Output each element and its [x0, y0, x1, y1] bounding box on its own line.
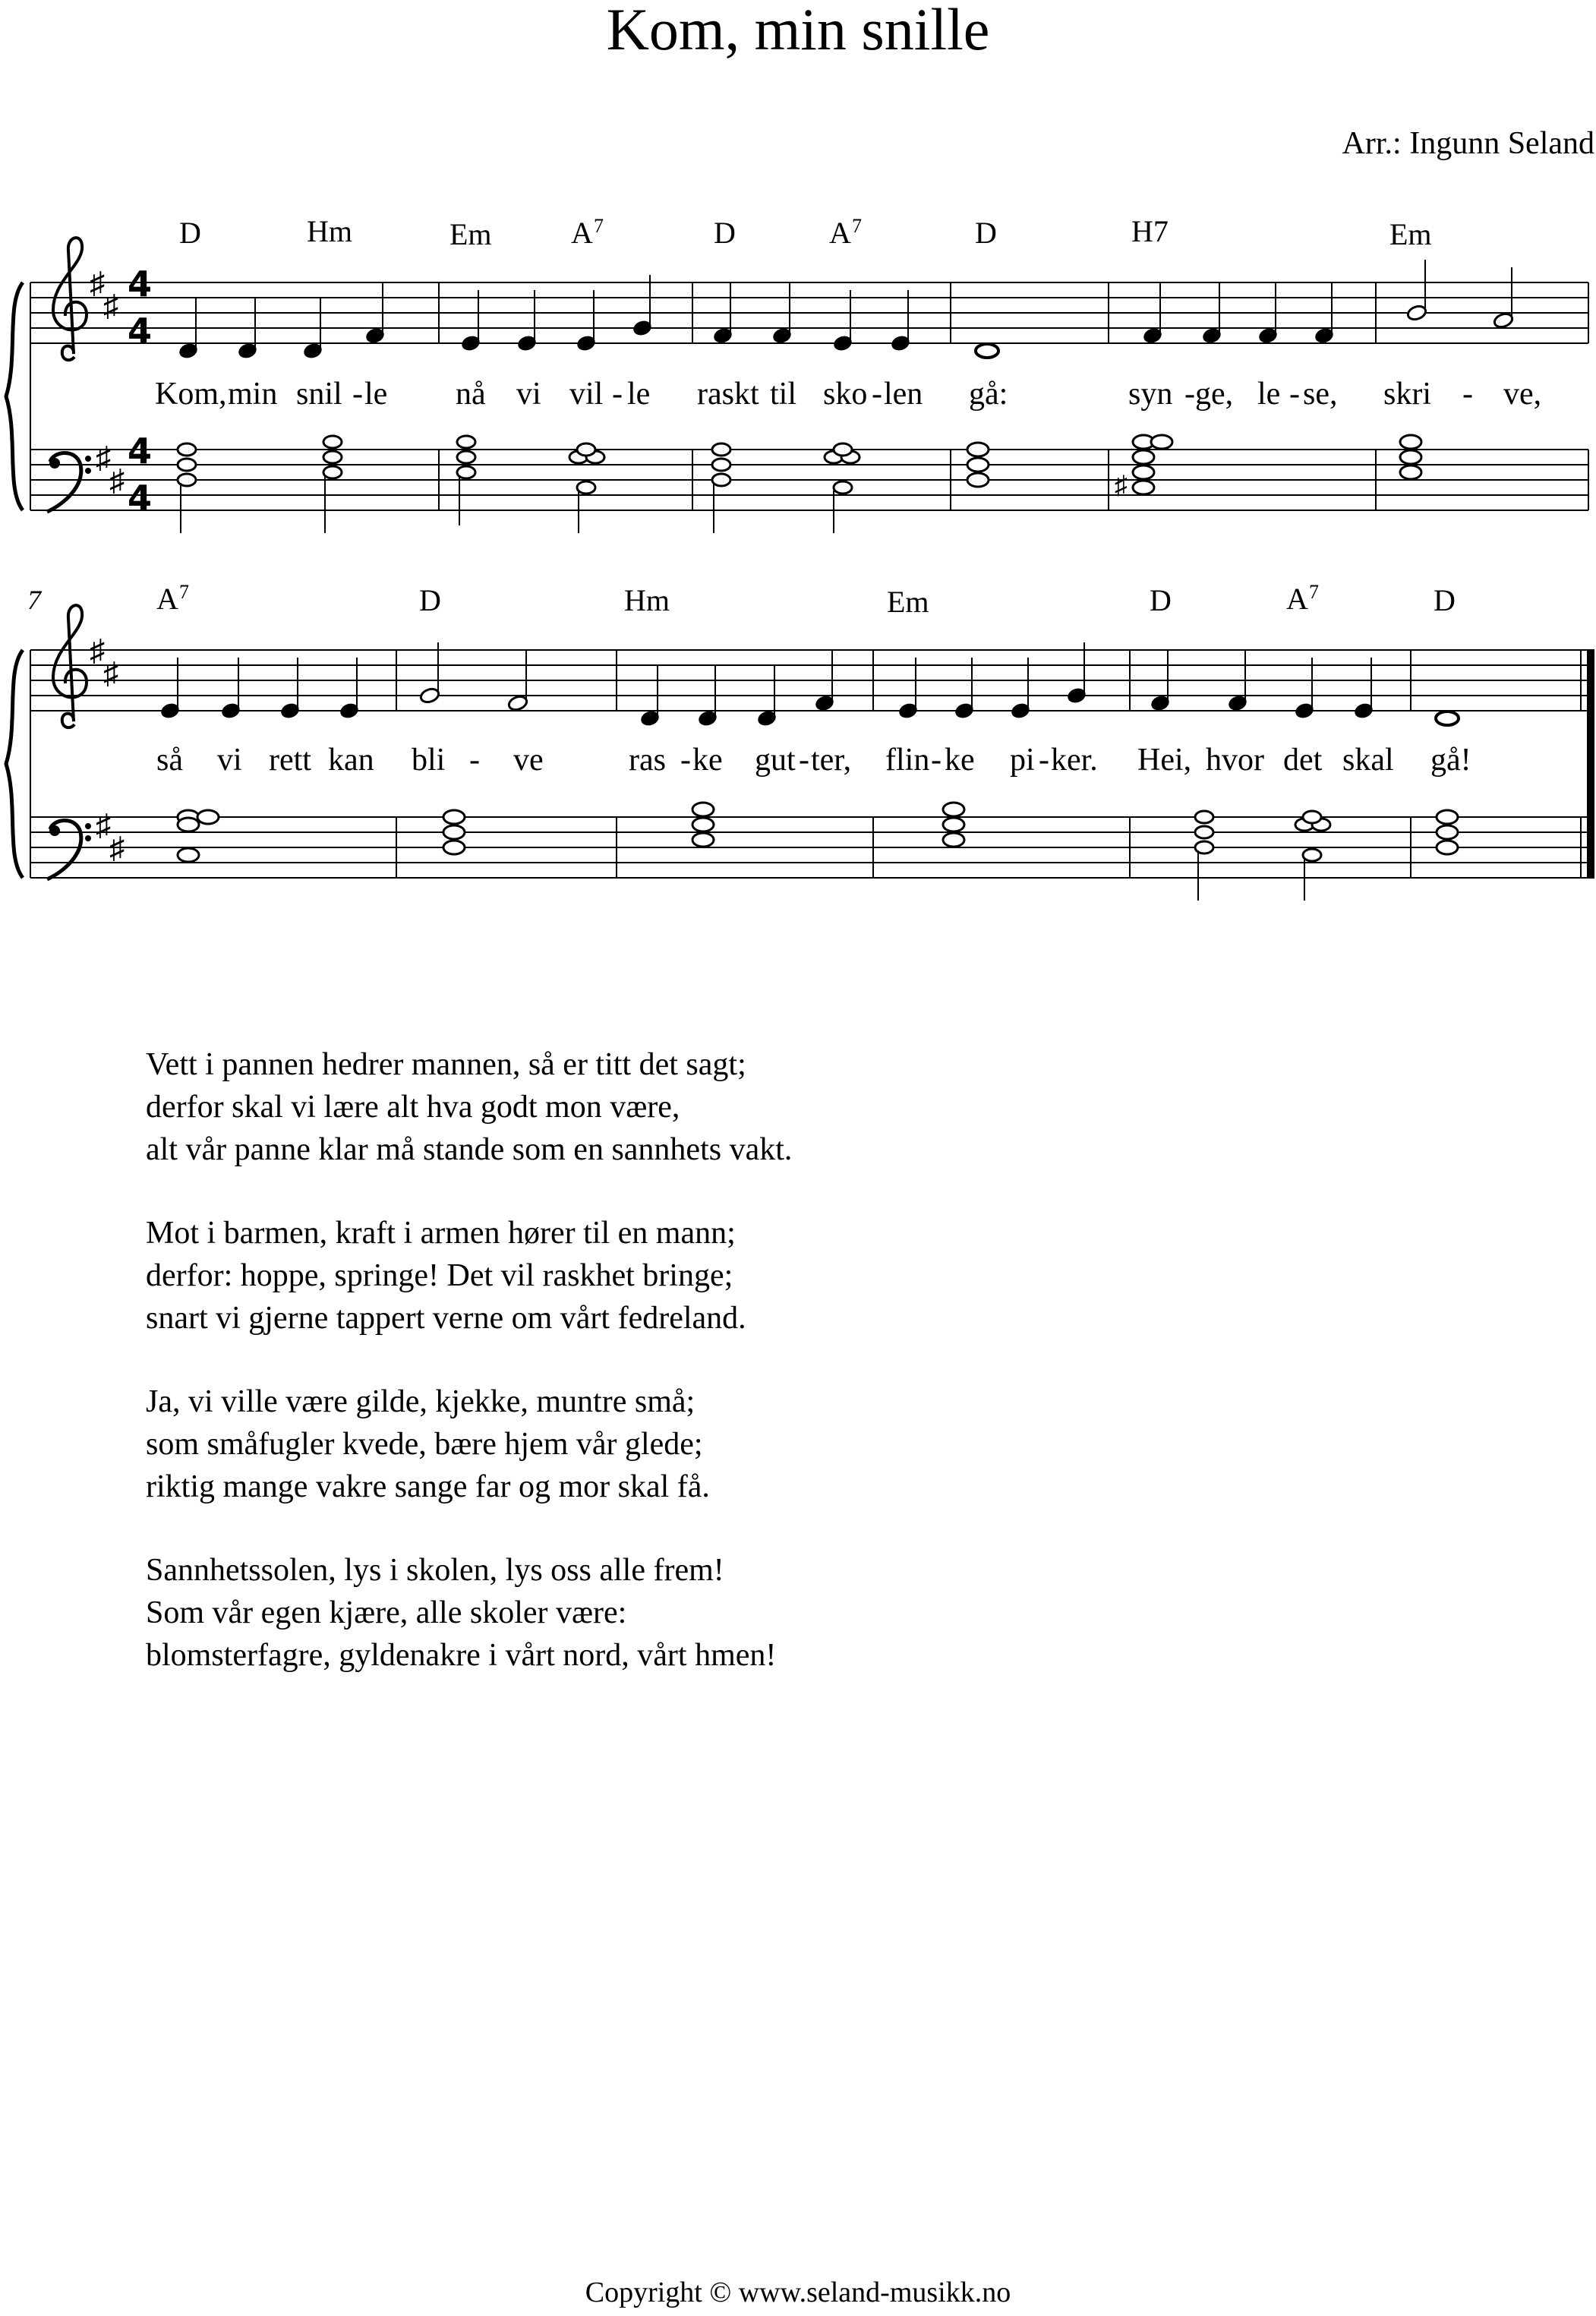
lyric-hyphen: - [1462, 377, 1473, 412]
verse-line: Som vår egen kjære, alle skoler være: [146, 1595, 627, 1630]
verse-line: derfor: hoppe, springe! Det vil raskhet bringe; [146, 1258, 733, 1293]
chord-symbol: D [179, 216, 201, 250]
system-2 [6, 581, 1594, 901]
lyric-hyphen: - [352, 377, 363, 412]
chord-seventh: 7 [1309, 581, 1319, 603]
lyric-syllable: gut [755, 743, 796, 778]
chord-symbol: Em [449, 217, 492, 251]
lyric-hyphen: - [799, 743, 809, 778]
svg-text:4: 4 [128, 478, 153, 519]
chord-symbol: Em [887, 585, 929, 619]
lyric-hyphen: - [612, 377, 623, 412]
svg-text:♯: ♯ [90, 633, 105, 667]
chord-seventh: 7 [179, 581, 189, 603]
lyric-syllable: vil [569, 377, 604, 412]
verse-line: snart vi gjerne tappert verne om vårt fedreland. [146, 1301, 746, 1336]
svg-text:♯: ♯ [103, 656, 118, 690]
melody-notes [160, 642, 1459, 727]
chord-symbol: H7 [1131, 214, 1169, 248]
lyrics-line [156, 743, 1471, 778]
chord-symbol: D [1434, 583, 1456, 617]
verse-line: Mot i barmen, kraft i armen hører til en mann; [146, 1216, 736, 1251]
lyric-syllable: hvor [1206, 743, 1264, 778]
melody-notes [178, 260, 1514, 359]
chord-symbol: A [1286, 582, 1308, 616]
lyric-syllable: pi [1010, 743, 1035, 778]
lyric-syllable: ge, [1195, 377, 1234, 412]
verse-line: Sannhetssolen, lys i skolen, lys oss alle frem! [146, 1553, 724, 1588]
chord-symbol: D [714, 216, 736, 250]
verse-line: Ja, vi ville være gilde, kjekke, muntre små; [146, 1384, 695, 1419]
verse-3 [146, 1212, 792, 1339]
svg-text:4: 4 [128, 263, 153, 304]
copyright-footer: Copyright © www.seland-musikk.no [585, 2277, 1011, 2308]
lyric-syllable: syn [1128, 377, 1173, 412]
key-signature [90, 266, 125, 497]
svg-text:♯: ♯ [96, 808, 111, 842]
lyric-syllable: ke [692, 743, 723, 778]
chord-symbol: A [571, 216, 593, 250]
verse-line: blomsterfagre, gyldenakre i vårt nord, vårt hmen! [146, 1638, 777, 1673]
time-signature [128, 263, 152, 519]
key-signature [90, 633, 125, 865]
chord-seventh: 7 [852, 215, 862, 237]
lyric-syllable: se, [1303, 377, 1338, 412]
lyric-syllable: skri [1383, 377, 1431, 412]
lyric-hyphen: - [680, 743, 691, 778]
chord-symbol: A [156, 582, 178, 616]
lyrics-line [155, 377, 1541, 412]
lyric-syllable: ras [629, 743, 666, 778]
verse-line: som småfugler kvede, bære hjem vår glede; [146, 1427, 703, 1462]
chord-symbol: Em [1389, 217, 1432, 251]
verse-line: alt vår panne klar må stande som en sannhets vakt. [146, 1132, 793, 1167]
verse-5 [146, 1549, 792, 1677]
verse-line: Vett i pannen hedrer mannen, så er titt det sagt; [146, 1047, 746, 1082]
chord-symbol: Hm [307, 214, 352, 248]
lyric-syllable: kan [328, 743, 374, 778]
lyric-syllable: sko [823, 377, 868, 412]
svg-text:♯: ♯ [109, 463, 125, 497]
lyric-syllable: le [627, 377, 651, 412]
final-barline [1587, 650, 1594, 878]
svg-text:♯: ♯ [109, 831, 125, 865]
lyric-hyphen: - [469, 743, 480, 778]
chord-symbol: Hm [624, 583, 670, 617]
lyric-hyphen: - [1184, 377, 1195, 412]
lyric-syllable: gå: [969, 377, 1008, 412]
lyric-syllable: ter, [811, 743, 852, 778]
lyric-syllable: bli [412, 743, 446, 778]
system-1 [6, 214, 1588, 533]
sheet-music-score [0, 0, 1596, 949]
lyric-syllable: raskt [697, 377, 759, 412]
lyric-syllable: ke [945, 743, 975, 778]
chord-symbol: D [419, 583, 441, 617]
arranger-credit: Arr.: Ingunn Seland [1342, 126, 1594, 161]
lyric-syllable: så [156, 743, 183, 778]
lyric-syllable: len [884, 377, 923, 412]
lyric-syllable: le [364, 377, 388, 412]
treble-clef-icon [53, 605, 87, 727]
lyric-hyphen: - [872, 377, 882, 412]
lyric-syllable: Hei, [1137, 743, 1192, 778]
lyric-syllable: snil [296, 377, 342, 412]
lyric-syllable: rett [269, 743, 311, 778]
chord-symbol: D [975, 216, 997, 250]
svg-text:4: 4 [128, 431, 153, 472]
lyric-syllable: ve [513, 743, 544, 778]
verse-line: derfor skal vi lære alt hva godt mon være, [146, 1090, 680, 1125]
lyric-hyphen: - [931, 743, 942, 778]
chord-symbol: A [829, 216, 851, 250]
svg-text:4: 4 [128, 311, 153, 352]
chord-symbols [156, 581, 1456, 619]
lyric-syllable: skal [1342, 743, 1394, 778]
song-title: Kom, min snille [606, 0, 990, 62]
lyric-hyphen: - [1289, 377, 1300, 412]
verse-line: riktig mange vakre sange far og mor skal få. [146, 1469, 710, 1504]
svg-text:♯: ♯ [1115, 472, 1128, 500]
lyric-syllable: Kom, [155, 377, 227, 412]
lyric-syllable: le [1257, 377, 1281, 412]
lyric-syllable: vi [217, 743, 242, 778]
treble-clef-icon [53, 238, 87, 360]
lyric-hyphen: - [1039, 743, 1049, 778]
chord-symbol: D [1150, 583, 1172, 617]
lyric-syllable: det [1283, 743, 1323, 778]
svg-text:♯: ♯ [103, 289, 118, 323]
lyric-syllable: gå! [1430, 743, 1471, 778]
additional-verses [146, 1043, 792, 1718]
verse-2 [146, 1043, 792, 1171]
lyric-syllable: til [770, 377, 797, 412]
lyric-syllable: nå [456, 377, 486, 412]
svg-text:♯: ♯ [90, 266, 105, 300]
chord-seventh: 7 [594, 215, 604, 237]
brace [6, 282, 23, 510]
lyric-syllable: ker. [1051, 743, 1098, 778]
verse-4 [146, 1380, 792, 1508]
svg-text:♯: ♯ [96, 440, 111, 475]
lyric-syllable: flin [885, 743, 930, 778]
lyric-syllable: min [228, 377, 278, 412]
lyric-syllable: vi [516, 377, 541, 412]
brace [6, 650, 23, 878]
measure-number: 7 [27, 585, 41, 615]
chord-symbols [179, 214, 1432, 251]
lyric-syllable: ve, [1503, 377, 1542, 412]
